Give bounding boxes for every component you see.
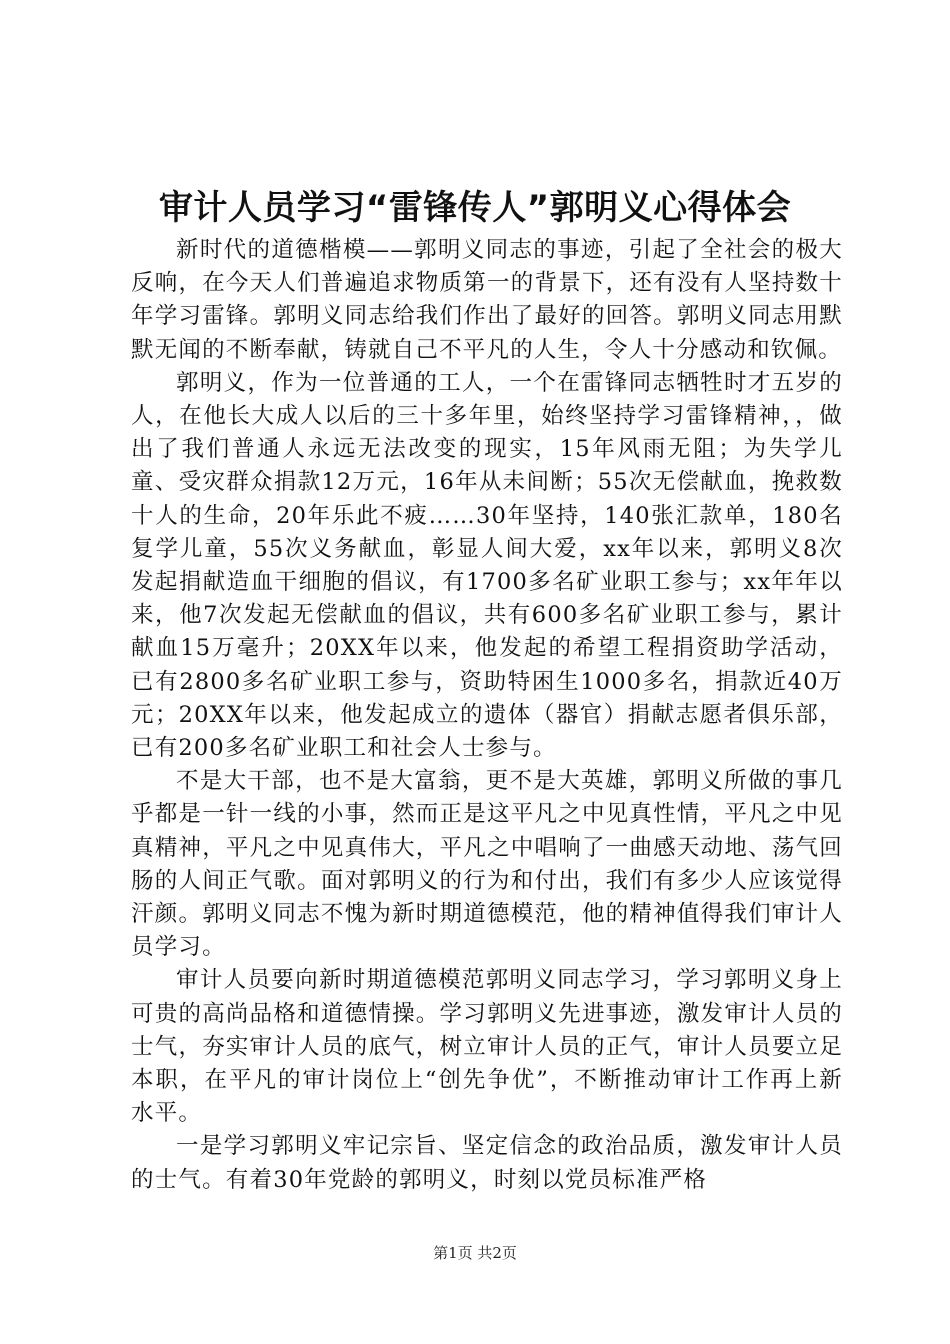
paragraph-4: 审计人员要向新时期道德模范郭明义同志学习，学习郭明义身上可贵的高尚品格和道德情操。学习郭明义先进事迹，激发审计人员的士气，夯实审计人员的底气，树立审计人员的正气，审计人员要立足本职，在平凡的审计岗位上“创先争优”，不断推动审计工作再上新水平。 bbox=[131, 967, 843, 1127]
page-number-footer: 第1页 共2页 bbox=[433, 1244, 517, 1262]
document-body bbox=[131, 234, 843, 1197]
paragraph-5: 一是学习郭明义牢记宗旨、坚定信念的政治品质，激发审计人员的士气。有着30年党龄的郭明义，时刻以党员标准严格 bbox=[131, 1133, 843, 1193]
document-title: 审计人员学习“雷锋传人”郭明义心得体会 bbox=[158, 188, 792, 228]
paragraph-1: 新时代的道德楷模——郭明义同志的事迹，引起了全社会的极大反响，在今天人们普遍追求物质第一的背景下，还有没有人坚持数十年学习雷锋。郭明义同志给我们作出了最好的回答。郭明义同志用默默无闻的不断奉献，铸就自己不平凡的人生，令人十分感动和钦佩。 bbox=[131, 237, 843, 363]
paragraph-3: 不是大干部，也不是大富翁，更不是大英雄，郭明义所做的事几乎都是一针一线的小事，然而正是这平凡之中见真性情，平凡之中见真精神，平凡之中见真伟大，平凡之中唱响了一曲感天动地、荡气回肠的人间正气歌。面对郭明义的行为和付出，我们有多少人应该觉得汗颜。郭明义同志不愧为新时期道德模范，他的精神值得我们审计人员学习。 bbox=[131, 768, 843, 961]
paragraph-2: 郭明义，作为一位普通的工人，一个在雷锋同志牺牲时才五岁的人，在他长大成人以后的三十多年里，始终坚持学习雷锋精神，，做出了我们普通人永远无法改变的现实，15年风雨无阻；为失学儿童、受灾群众捐款12万元，16年从未间断；55次无偿献血，挽救数十人的生命，20年乐此不疲……30年坚持，140张汇款单，180名复学儿童，55次义务献血，彰显人间大爱，xx年以来，郭明义8次发起捐献造血干细胞的倡议，有1700多名矿业职工参与；xx年年以来，他7次发起无偿献血的倡议，共有600多名矿业职工参与，累计献血15万毫升；20XX年以来，他发起的希望工程捐资助学活动，已有2800多名矿业职工参与，资助特困生1000多名，捐款近40万元；20XX年以来，他发起成立的遗体（器官）捐献志愿者俱乐部，已有200多名矿业职工和社会人士参与。 bbox=[131, 369, 843, 762]
